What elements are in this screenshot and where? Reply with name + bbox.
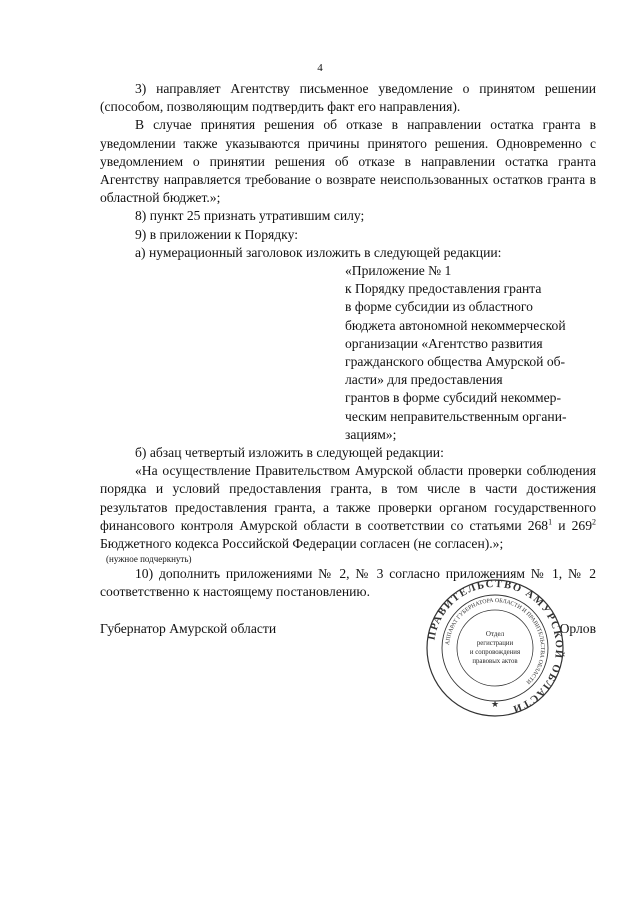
seal-center-line: регистрации (476, 640, 514, 647)
annex-line: в форме субсидии из областного (345, 299, 533, 315)
signatory-name: Орлов (559, 621, 596, 636)
underline-note: (нужное подчеркнуть) (106, 554, 192, 565)
document-body (100, 80, 596, 602)
annex-line: ласти» для предоставления (345, 372, 503, 388)
annex-line: гражданского общества Амурской об- (345, 354, 566, 370)
consent-text-end: Бюджетного кодекса Российской Федерации согласен (не согласен).»; (100, 536, 504, 552)
seal-ring-text: АППАРАТ ГУБЕРНАТОРА ОБЛАСТИ И ПРАВИТЕЛЬСТВА ОБЛАСТИ (445, 597, 546, 685)
seal-star-icon: ★ (490, 699, 500, 709)
paragraph-item-a: а) нумерационный заголовок изложить в следующей редакции: (135, 244, 502, 260)
annex-line: «Приложение № 1 (345, 263, 452, 279)
annex-line: организации «Агентство развития (345, 335, 543, 351)
page-number: 4 (317, 62, 323, 74)
annex-line: бюджета автономной некоммерческой (345, 317, 566, 333)
official-seal (425, 578, 565, 718)
paragraph-item-8: 8) пункт 25 признать утратившим силу; (135, 208, 365, 224)
paragraph-consent (100, 462, 596, 553)
superscript: 2 (592, 517, 596, 527)
annex-heading (100, 262, 596, 444)
consent-text-mid: и 269 (552, 517, 592, 533)
paragraph-item-9: 9) в приложении к Порядку: (135, 226, 298, 242)
seal-outer-text: ПРАВИТЕЛЬСТВО АМУРСКОЙ ОБЛАСТИ (426, 578, 565, 715)
paragraph-item-3: 3) направляет Агентству письменное уведомление о принятом решении (способом, позволяющим подтвердить факт его направления). (100, 81, 596, 115)
superscript: 1 (548, 517, 553, 527)
seal-center-line: Отдел (485, 630, 505, 638)
seal-center-line: правовых актов (472, 658, 518, 665)
annex-line: ческим неправительственным органи- (345, 408, 567, 424)
annex-line: к Порядку предоставления гранта (345, 281, 542, 297)
paragraph-item-10: 10) дополнить приложениями № 2, № 3 согласно приложениям № 1, № 2 соответственно к настоящему постановлению. (100, 566, 596, 600)
paragraph-refusal: В случае принятия решения об отказе в направлении остатка гранта в уведомлении также указываются причины принятого решения. Одновременно с уведомлением о принятии решения об отказе в направлении остатка гранта Агентству направляется требование о возврате неиспользованных остатков гранта в областной бюджет.»; (100, 117, 596, 206)
seal-icon (425, 578, 565, 718)
seal-center-line: и сопровождения (469, 649, 521, 656)
consent-text-start: «На осуществление Правительством Амурской области проверки соблюдения порядка и условий предоставления гранта, в том числе в части достижения результатов предоставления гранта, а также проверки органом государственного финансового контроля Амурской области в соответствии со статьями 268 (100, 463, 596, 533)
annex-line: зациям»; (345, 426, 397, 442)
annex-line: грантов в форме субсидий некоммер- (345, 390, 561, 406)
paragraph-item-b: б) абзац четвертый изложить в следующей редакции: (135, 445, 444, 461)
signatory-position: Губернатор Амурской области (100, 621, 277, 636)
